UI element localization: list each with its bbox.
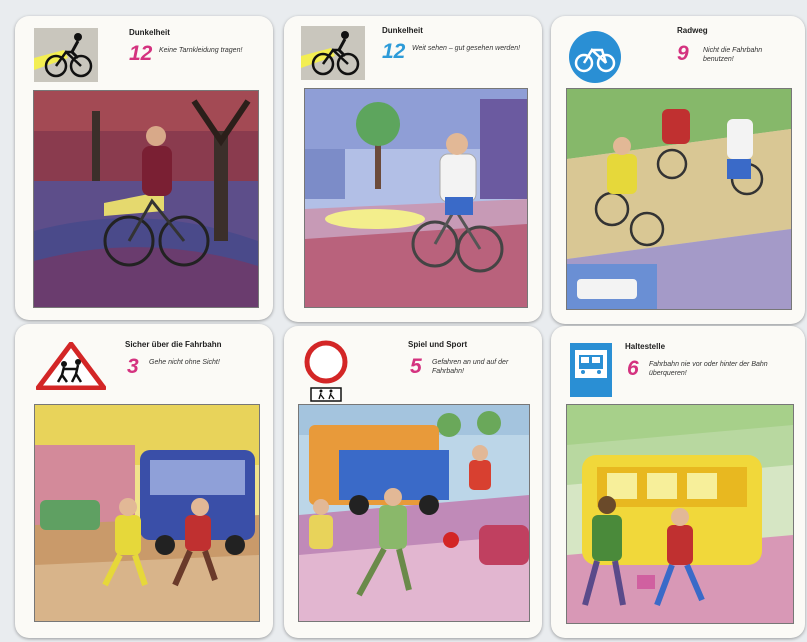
no-vehicles-sign-icon [301,340,351,402]
card-dunkelheit-2 [284,16,542,322]
scene-illustration [304,88,528,308]
card-haltestelle [551,326,805,638]
scene-illustration [33,90,259,308]
card-spiel-und-sport [284,326,542,638]
scene-illustration [298,404,530,622]
card-caption: Keine Tarnkleidung tragen! [159,47,243,54]
scene-illustration [566,404,794,624]
card-number: 6 [627,357,639,380]
card-caption: Gefahren an und auf der Fahrbahn! [432,359,509,375]
cyclist-headlight-icon [34,28,98,82]
card-sicher-ueber-fahrbahn [15,324,273,638]
scene-illustration [34,404,260,622]
card-number: 5 [410,355,422,378]
bicycle-path-sign-icon [568,30,622,84]
card-number: 12 [129,42,153,65]
card-caption: Weit sehen – gut gesehen werden! [412,45,521,52]
scene-illustration [566,88,792,310]
card-title: Haltestelle [625,342,666,351]
card-radweg [551,16,805,324]
cyclist-headlight-icon [301,26,365,80]
card-title: Sicher über die Fahrbahn [125,340,222,349]
tram-stop-sign-icon [569,342,613,398]
card-caption: Fahrbahn nie vor oder hinter der Bahn überqueren! [649,361,768,377]
card-number: 3 [127,355,139,378]
card-number: 9 [677,42,689,65]
card-title: Radweg [677,26,708,35]
card-caption: Gehe nicht ohne Sicht! [149,359,220,366]
card-number: 12 [382,40,406,63]
card-title: Spiel und Sport [408,340,468,349]
card-dunkelheit-1 [15,16,273,320]
card-caption: Nicht die Fahrbahn benutzen! [703,47,763,63]
card-title: Dunkelheit [382,26,423,35]
children-crossing-sign-icon [36,342,106,390]
card-title: Dunkelheit [129,28,170,37]
